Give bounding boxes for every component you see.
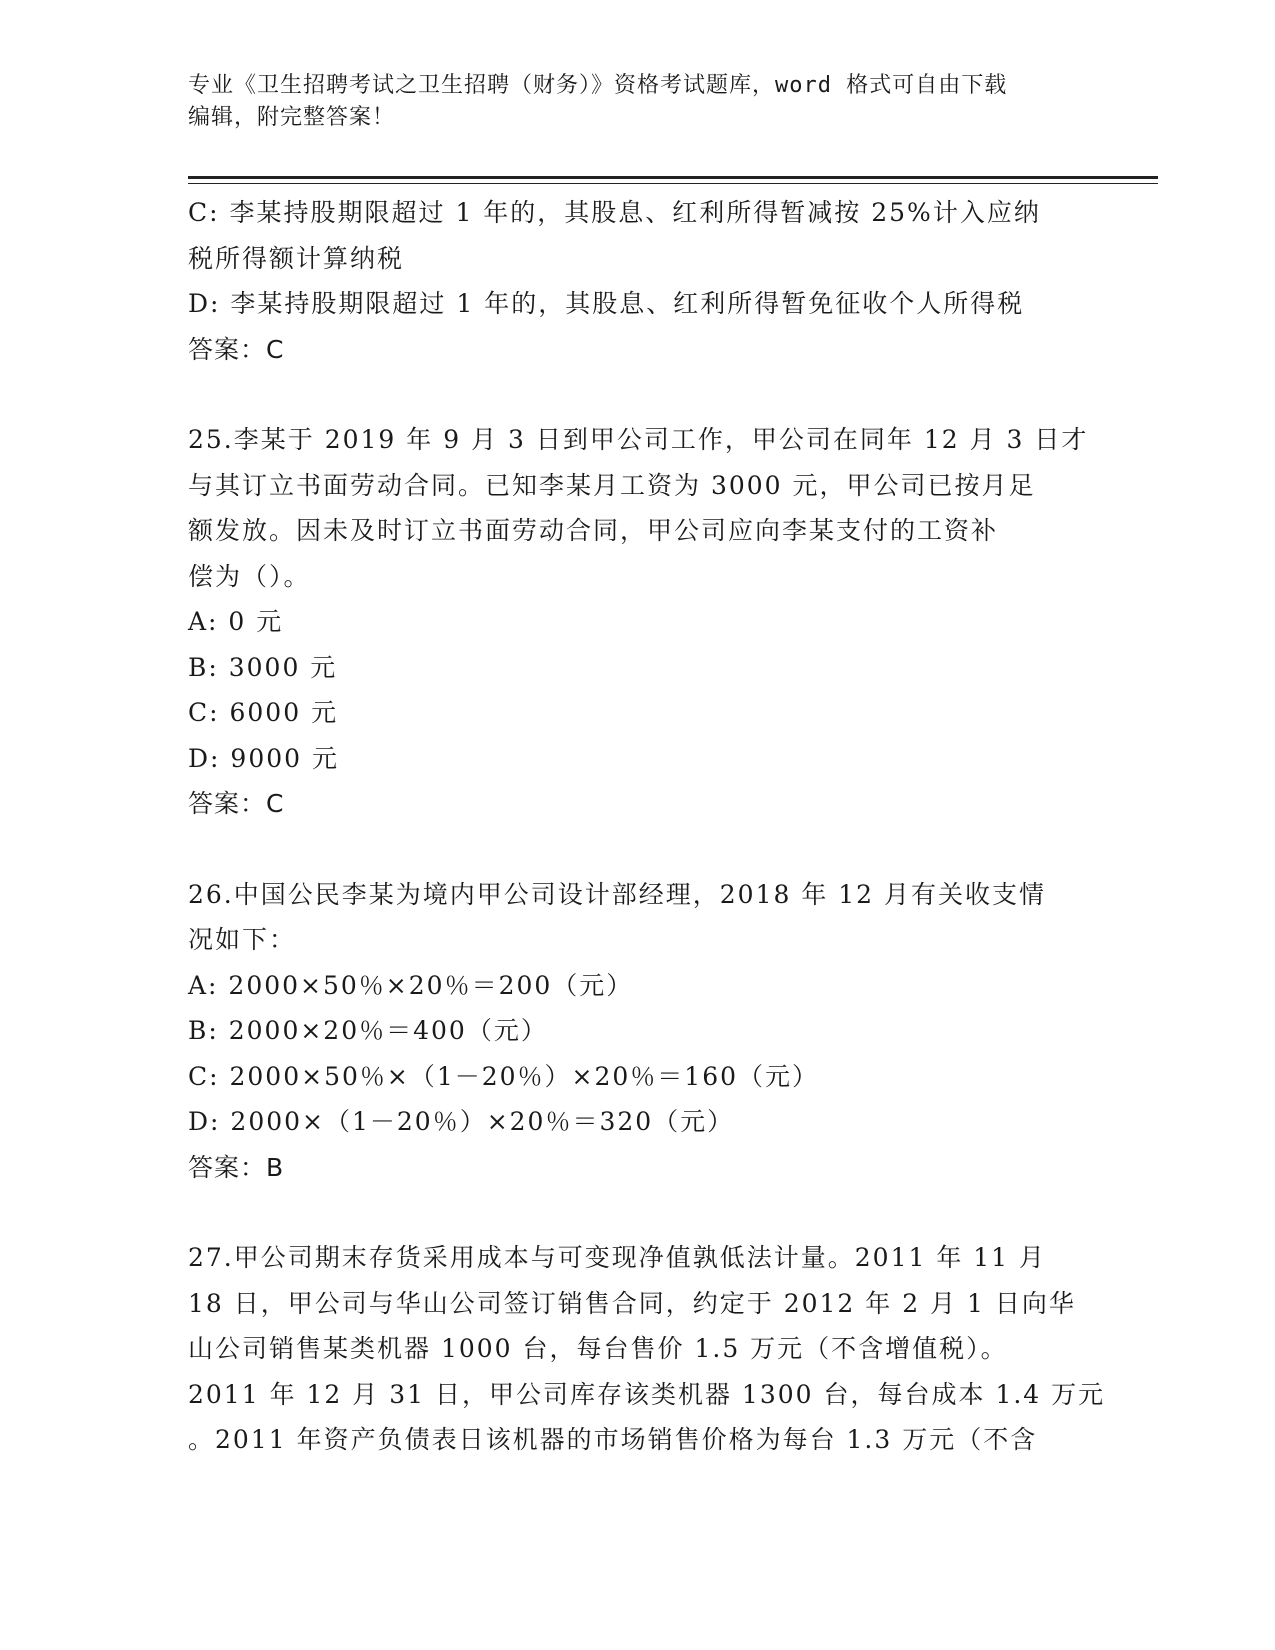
document-body [188, 190, 1106, 1463]
question-text: 额发放。因未及时订立书面劳动合同，甲公司应向李某支付的工资补 [188, 516, 999, 545]
answer-line: 答案：B [188, 1152, 285, 1182]
question-text: 27.甲公司期末存货采用成本与可变现净值孰低法计量。2011 年 11 月 [188, 1243, 1047, 1272]
option-line: C: 6000 元 [188, 698, 339, 727]
answer-line: 答案：C [188, 334, 285, 364]
question-text: 18 日，甲公司与华山公司签订销售合同，约定于 2012 年 2 月 1 日向华 [188, 1288, 1076, 1318]
answer-line: 答案：C [188, 789, 285, 818]
question-text: 偿为（）。 [188, 561, 311, 591]
option-line: D: 李某持股期限超过 1 年的，其股息、红利所得暂免征收个人所得税 [188, 289, 1025, 318]
header-divider [188, 176, 1158, 179]
option-line: D: 2000×（1－20％）×20％＝320（元） [188, 1107, 735, 1136]
option-line: D: 9000 元 [188, 743, 339, 773]
option-line: B: 3000 元 [188, 652, 338, 682]
question-text: 与其订立书面劳动合同。已知李某月工资为 3000 元，甲公司已按月足 [188, 470, 1036, 500]
option-line: A: 0 元 [188, 607, 284, 636]
question-block [188, 190, 1088, 372]
question-text: 2011 年 12 月 31 日，甲公司库存该类机器 1300 台，每台成本 1.4 万元 [188, 1379, 1106, 1409]
question-text: 26.中国公民李某为境内甲公司设计部经理，2018 年 12 月有关收支情 [188, 879, 1047, 909]
question-block [188, 1235, 1106, 1463]
question-block [188, 872, 1088, 1191]
header-line: 编辑，附完整答案！ [188, 105, 396, 130]
question-text: 。2011 年资产负债表日该机器的市场销售价格为每台 1.3 万元（不含 [188, 1425, 1038, 1454]
question-text: 山公司销售某类机器 1000 台，每台售价 1.5 万元（不含增值税）。 [188, 1334, 1008, 1363]
option-line: B: 2000×20％＝400（元） [188, 1016, 548, 1045]
option-line: 税所得额计算纳税 [188, 243, 405, 273]
question-block [188, 417, 1088, 827]
option-line: A: 2000×50％×20％＝200（元） [188, 970, 634, 1000]
question-text: 25.李某于 2019 年 9 月 3 日到甲公司工作，甲公司在同年 12 月 3 日才 [188, 425, 1089, 454]
option-line: C: 2000×50％×（1－20％）×20％＝160（元） [188, 1061, 820, 1091]
page-header [188, 70, 1088, 134]
option-line: C: 李某持股期限超过 1 年的，其股息、红利所得暂减按 25%计入应纳 [188, 198, 1041, 227]
question-text: 况如下： [188, 925, 297, 954]
header-divider-thin [188, 183, 1158, 184]
header-line: 专业《卫生招聘考试之卫生招聘（财务）》资格考试题库，word 格式可自由下载 [188, 73, 1008, 98]
